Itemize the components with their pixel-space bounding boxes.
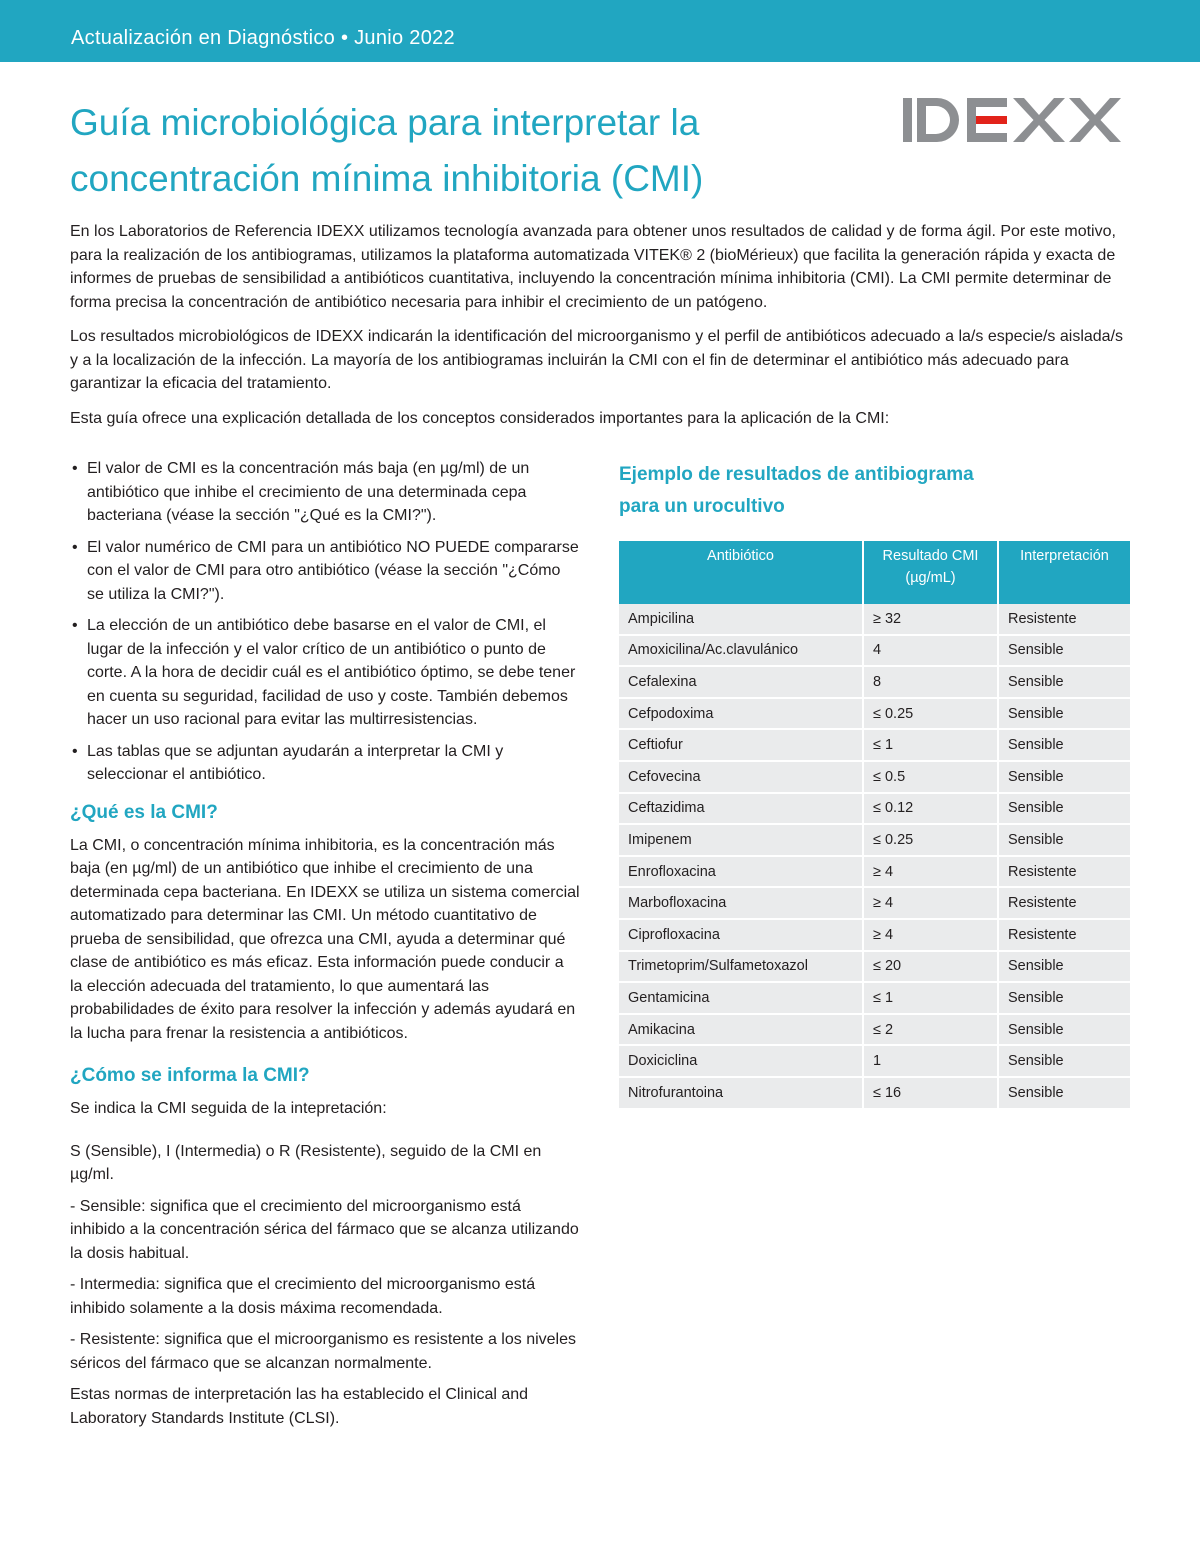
- cell-interpretation: Sensible: [998, 824, 1130, 856]
- cell-interpretation: Sensible: [998, 1077, 1130, 1109]
- antibiogram-table: [619, 541, 1130, 1110]
- left-column: [70, 457, 580, 1438]
- list-item: • La elección de un antibiótico debe basarse en el valor de CMI, el lugar de la infección y el valor crítico de un antibiótico o punto de corte. A la hora de decidir cuál es el antibiótico óptimo, se debe tener en cuenta su seguridad, facilidad de uso y coste. También debemos hacer un uso racional para evitar las multirresistencias.: [70, 614, 580, 732]
- cell-interpretation: Sensible: [998, 729, 1130, 761]
- cell-result: ≤ 1: [863, 729, 998, 761]
- table-row: [619, 604, 1130, 635]
- bullet-icon: •: [72, 742, 78, 760]
- right-column: [619, 459, 1130, 1110]
- table-row: [619, 824, 1130, 856]
- bullet-icon: •: [72, 538, 78, 556]
- cell-interpretation: Sensible: [998, 793, 1130, 825]
- cell-result: ≤ 20: [863, 951, 998, 983]
- cell-antibiotic: Marbofloxacina: [619, 887, 863, 919]
- cell-interpretation: Sensible: [998, 635, 1130, 667]
- cell-result: 4: [863, 635, 998, 667]
- cell-result: ≥ 4: [863, 919, 998, 951]
- cell-antibiotic: Ampicilina: [619, 604, 863, 635]
- cell-antibiotic: Ciprofloxacina: [619, 919, 863, 951]
- cell-result: ≥ 32: [863, 604, 998, 635]
- report-paragraph-2: S (Sensible), I (Intermedia) o R (Resistente), seguido de la CMI en µg/ml.: [70, 1142, 542, 1183]
- cell-result: ≤ 2: [863, 1014, 998, 1046]
- cell-antibiotic: Gentamicina: [619, 982, 863, 1014]
- table-row: [619, 1077, 1130, 1109]
- cell-interpretation: Sensible: [998, 761, 1130, 793]
- cell-result: ≤ 0.5: [863, 761, 998, 793]
- idexx-logo: [903, 98, 1127, 142]
- cell-antibiotic: Nitrofurantoina: [619, 1077, 863, 1109]
- cell-interpretation: Sensible: [998, 951, 1130, 983]
- report-paragraph-clsi: Estas normas de interpretación las ha establecido el Clinical and Laboratory Standards Institute (CLSI).: [70, 1386, 529, 1427]
- table-row: [619, 666, 1130, 698]
- cell-result: ≥ 4: [863, 856, 998, 888]
- header-text: Actualización en Diagnóstico • Junio 2022: [71, 27, 455, 49]
- table-row: [619, 1014, 1130, 1046]
- list-item: • El valor numérico de CMI para un antibiótico NO PUEDE compararse con el valor de CMI para otro antibiótico (véase la sección "¿Cómo se utiliza la CMI?").: [70, 536, 580, 607]
- bullet-icon: •: [72, 617, 78, 634]
- cell-result: ≤ 0.25: [863, 698, 998, 730]
- cell-result: 8: [863, 666, 998, 698]
- intro-paragraph-2: Los resultados microbiológicos de IDEXX indicarán la identificación del microorganismo y el perfil de antibióticos adecuado a la/s especie/s aislada/s y a la localización de la infección. La mayoría de los antibiogramas incluirán la CMI con el fin de determinar el antibiótico más adecuado para garantizar la eficacia del tratamiento.: [70, 328, 1124, 392]
- cell-result: ≤ 16: [863, 1077, 998, 1109]
- section-heading-que-es: ¿Qué es la CMI?: [70, 801, 218, 823]
- report-paragraph-sensible: - Sensible: significa que el crecimiento del microorganismo está inhibido a la concentración sérica del fármaco que se alcanza utilizando la dosis habitual.: [70, 1197, 579, 1262]
- bullet-icon: •: [72, 460, 78, 477]
- table-row: [619, 793, 1130, 825]
- cell-result: 1: [863, 1045, 998, 1077]
- cell-result: ≤ 0.12: [863, 793, 998, 825]
- table-row: [619, 1045, 1130, 1077]
- table-header-row: [619, 541, 1130, 604]
- cell-interpretation: Resistente: [998, 919, 1130, 951]
- title-line-2: concentración mínima inhibitoria (CMI): [70, 158, 704, 199]
- table-row: [619, 729, 1130, 761]
- cell-antibiotic: Cefpodoxima: [619, 698, 863, 730]
- intro-paragraph-3: Esta guía ofrece una explicación detallada de los conceptos considerados importantes para la aplicación de la CMI:: [70, 409, 890, 427]
- table-row: [619, 698, 1130, 730]
- table-row: [619, 635, 1130, 667]
- intro-paragraph-1: En los Laboratorios de Referencia IDEXX utilizamos tecnología avanzada para obtener unos resultados de calidad y de forma ágil. Por este motivo, para la realización de los antibiogramas, utilizamos la plataforma automatizada VITEK® 2 (bioMérieux) que facilita la generación rápida y exacta de informes de pruebas de sensibilidad a antibióticos cuantitativa, incluyendo la concentración mínima inhibitoria (CMI). La CMI permite determinar de forma precisa la concentración de antibiótico necesaria para inhibir el crecimiento de un patógeno.: [70, 223, 1116, 311]
- cell-result: ≤ 1: [863, 982, 998, 1014]
- cell-antibiotic: Cefalexina: [619, 666, 863, 698]
- cell-antibiotic: Trimetoprim/Sulfametoxazol: [619, 951, 863, 983]
- cell-interpretation: Sensible: [998, 1014, 1130, 1046]
- header-bar: [0, 0, 1200, 62]
- page-title: [70, 95, 850, 207]
- cell-interpretation: Sensible: [998, 666, 1130, 698]
- intro-section: [70, 220, 1130, 441]
- cell-antibiotic: Ceftiofur: [619, 729, 863, 761]
- cell-antibiotic: Amoxicilina/Ac.clavulánico: [619, 635, 863, 667]
- cell-interpretation: Sensible: [998, 698, 1130, 730]
- report-paragraph-intermedia: - Intermedia: significa que el crecimiento del microorganismo está inhibido solamente a la dosis máxima recomendada.: [70, 1276, 536, 1317]
- section-body-que-es: La CMI, o concentración mínima inhibitoria, es la concentración más baja (en µg/ml) de un antibiótico que inhibe el crecimiento de una determinada cepa bacteriana. En IDEXX se utiliza un sistema comercial automatizado para determinar las CMI. Un método cuantitativo de prueba de sensibilidad, que ofrezca una CMI, ayuda a determinar qué clase de antibiótico es más eficaz. Esta información puede conducir a la elección adecuada del tratamiento, lo que aumentará las probabilidades de éxito para resolver la infección y además ayudará en la lucha para frenar la resistencia a antibióticos.: [70, 836, 580, 1042]
- report-paragraph-resistente: - Resistente: significa que el microorganismo es resistente a los niveles séricos del fármaco que se alcanzan normalmente.: [70, 1331, 577, 1372]
- report-paragraph-1: Se indica la CMI seguida de la intepretación:: [70, 1100, 387, 1117]
- cell-result: ≥ 4: [863, 887, 998, 919]
- cell-antibiotic: Imipenem: [619, 824, 863, 856]
- table-body: [619, 604, 1130, 1109]
- cell-antibiotic: Doxiciclina: [619, 1045, 863, 1077]
- cell-interpretation: Resistente: [998, 887, 1130, 919]
- cell-antibiotic: Amikacina: [619, 1014, 863, 1046]
- list-item: • Las tablas que se adjuntan ayudarán a interpretar la CMI y seleccionar el antibiótico.: [70, 740, 580, 787]
- cell-interpretation: Resistente: [998, 856, 1130, 888]
- cell-interpretation: Sensible: [998, 982, 1130, 1014]
- column-header-result: Resultado CMI (µg/mL): [863, 541, 998, 604]
- table-row: [619, 887, 1130, 919]
- cell-antibiotic: Cefovecina: [619, 761, 863, 793]
- table-row: [619, 919, 1130, 951]
- section-heading-como-se-informa: ¿Cómo se informa la CMI?: [70, 1065, 310, 1086]
- table-row: [619, 856, 1130, 888]
- column-header-antibiotic: Antibiótico: [619, 541, 863, 604]
- title-line-1: Guía microbiológica para interpretar la: [70, 102, 700, 143]
- concepts-list: [70, 457, 580, 787]
- table-row: [619, 951, 1130, 983]
- list-item: • El valor de CMI es la concentración más baja (en µg/ml) de un antibiótico que inhibe el crecimiento de una determinada cepa bacteriana (véase la sección "¿Qué es la CMI?").: [70, 457, 580, 528]
- table-row: [619, 761, 1130, 793]
- cell-result: ≤ 0.25: [863, 824, 998, 856]
- cell-interpretation: Sensible: [998, 1045, 1130, 1077]
- table-row: [619, 982, 1130, 1014]
- table-title: Ejemplo de resultados de antibiograma para un urocultivo: [619, 464, 974, 517]
- cell-antibiotic: Enrofloxacina: [619, 856, 863, 888]
- cell-antibiotic: Ceftazidima: [619, 793, 863, 825]
- cell-interpretation: Resistente: [998, 604, 1130, 635]
- column-header-interpretation: Interpretación: [998, 541, 1130, 604]
